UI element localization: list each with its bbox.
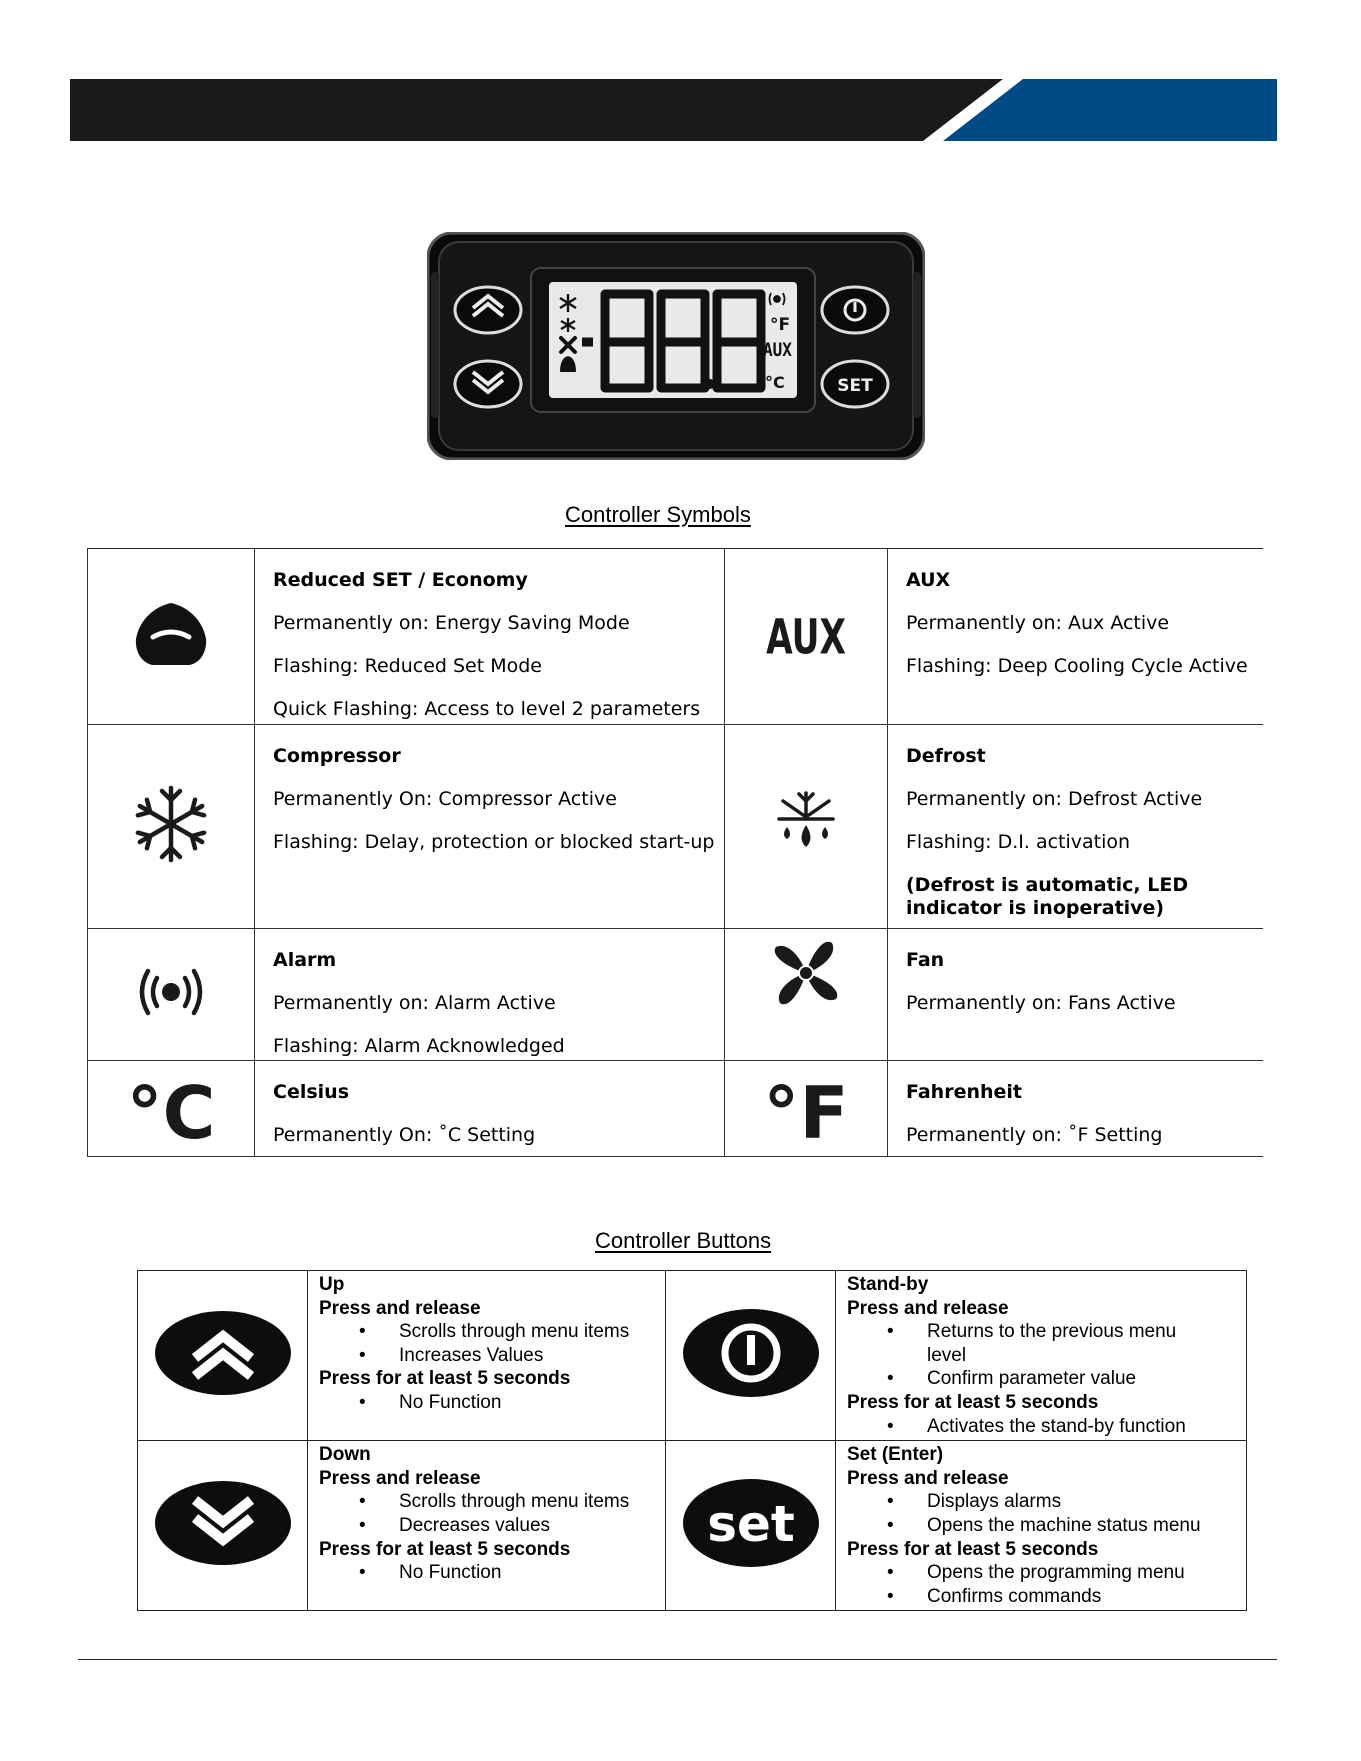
symbol-line: Permanently on: Energy Saving Mode (273, 612, 630, 634)
button-icon-cell (666, 1271, 836, 1441)
set-button-icon (681, 1477, 821, 1569)
symbol-title: Fahrenheit (906, 1081, 1023, 1103)
symbol-line: Flashing: Deep Cooling Cycle Active (906, 655, 1248, 677)
symbol-line: Flashing: Alarm Acknowledged (273, 1035, 565, 1057)
celsius-icon (126, 1066, 216, 1146)
symbol-line: Permanently on: Aux Active (906, 612, 1170, 634)
button-name: Down (319, 1444, 371, 1466)
snowflake-icon (129, 784, 213, 864)
button-icon-cell (666, 1441, 836, 1611)
symbol-icon-cell (725, 725, 888, 929)
symbol-line: Flashing: Reduced Set Mode (273, 655, 542, 677)
button-desc-cell (308, 1441, 666, 1611)
list-item: • Confirms commands (847, 1585, 1240, 1609)
symbol-desc-cell (888, 549, 1263, 725)
symbol-title: Defrost (906, 745, 986, 767)
device-set-button[interactable] (822, 361, 888, 407)
symbol-icon-cell (725, 549, 888, 725)
symbol-icon-cell (725, 929, 888, 1061)
button-group-heading: Press and release (847, 1467, 1009, 1489)
svg-text:°F: °F (763, 1071, 849, 1146)
economy-dome-icon (131, 599, 211, 669)
symbol-icon-cell (88, 725, 255, 929)
symbol-title: AUX (906, 569, 951, 591)
symbol-desc-cell (255, 929, 725, 1061)
button-group-heading: Press and release (319, 1467, 481, 1489)
list-item: • Confirm parameter value (847, 1367, 1240, 1391)
list-item: • Opens the machine status menu (847, 1514, 1240, 1538)
standby-button-icon (681, 1307, 821, 1399)
list-item: • Opens the programming menu (847, 1561, 1240, 1585)
buttons-table (137, 1270, 1247, 1611)
symbol-title: Reduced SET / Economy (273, 569, 528, 591)
symbol-note: indicator is inoperative) (906, 897, 1165, 919)
defrost-icon (771, 789, 841, 859)
lcd-fahrenheit-indicator: °F (770, 315, 791, 335)
list-item: • No Function (319, 1561, 659, 1585)
lcd-celsius-indicator: °C (765, 373, 785, 392)
down-button-icon (153, 1478, 293, 1568)
symbol-desc-cell (255, 725, 725, 929)
aux-icon (761, 604, 851, 664)
device-down-button[interactable] (455, 361, 521, 407)
button-desc-cell (836, 1271, 1247, 1441)
button-group-heading: Press and release (319, 1297, 481, 1319)
device-power-button[interactable] (822, 287, 888, 333)
table-row (88, 929, 1263, 1061)
svg-text:°C: °C (126, 1071, 216, 1146)
list-item: • Decreases values (319, 1514, 659, 1538)
device-up-button[interactable] (455, 287, 521, 333)
button-group-heading: Press and release (847, 1297, 1009, 1319)
button-group-heading: Press for at least 5 seconds (847, 1538, 1099, 1560)
table-row (138, 1441, 1247, 1611)
symbol-desc-cell (888, 1061, 1263, 1157)
table-row (88, 725, 1263, 929)
up-button-icon (153, 1308, 293, 1398)
symbol-line: Permanently on: ˚F Setting (906, 1124, 1163, 1146)
list-item: • Activates the stand-by function (847, 1415, 1240, 1439)
fahrenheit-icon (761, 1066, 851, 1146)
footer-rule (78, 1659, 1277, 1660)
symbol-desc-cell (888, 725, 1263, 929)
symbol-icon-cell (88, 549, 255, 725)
symbol-line: Flashing: Delay, protection or blocked start-up (273, 831, 715, 853)
header-blue-accent (943, 79, 1277, 141)
button-name: Stand-by (847, 1274, 929, 1295)
symbol-desc-cell (255, 1061, 725, 1157)
button-group-heading: Press for at least 5 seconds (319, 1538, 571, 1560)
symbol-desc-cell (888, 929, 1263, 1061)
symbol-line: Permanently On: ˚C Setting (273, 1124, 536, 1146)
symbol-line: Flashing: D.I. activation (906, 831, 1131, 853)
svg-text:set: set (706, 1494, 795, 1553)
button-group-heading: Press for at least 5 seconds (847, 1391, 1099, 1413)
symbol-line: Permanently on: Alarm Active (273, 992, 556, 1014)
controller-device (427, 232, 925, 460)
table-row (88, 1061, 1263, 1157)
symbol-line: Permanently on: Defrost Active (906, 788, 1203, 810)
symbol-title: Fan (906, 949, 945, 971)
svg-text:SET: SET (837, 376, 873, 396)
button-desc-cell (836, 1441, 1247, 1611)
list-item: • Returns to the previous menu level (847, 1320, 1240, 1367)
symbol-title: Compressor (273, 745, 401, 767)
list-item: • Displays alarms (847, 1490, 1240, 1514)
table-row (138, 1271, 1247, 1441)
symbols-section-title: Controller Symbols (565, 502, 751, 527)
list-item: • Scrolls through menu items (319, 1490, 659, 1514)
button-icon-cell (138, 1271, 308, 1441)
button-icon-cell (138, 1441, 308, 1611)
symbol-icon-cell (88, 1061, 255, 1157)
button-name: Up (319, 1274, 345, 1295)
list-item: • Scrolls through menu items (319, 1320, 659, 1344)
symbol-line: Permanently On: Compressor Active (273, 788, 617, 810)
list-item: • Increases Values (319, 1344, 659, 1368)
symbol-icon-cell (725, 1061, 888, 1157)
button-group-heading: Press for at least 5 seconds (319, 1368, 571, 1390)
lcd-aux-indicator: AUX (763, 340, 792, 362)
svg-text:AUX: AUX (766, 608, 846, 664)
buttons-section-title: Controller Buttons (595, 1228, 772, 1253)
alarm-icon (131, 962, 211, 1022)
symbol-line: Permanently on: Fans Active (906, 992, 1176, 1014)
symbol-desc-cell (255, 549, 725, 725)
button-name: Set (Enter) (847, 1444, 944, 1466)
header-dark-band (70, 79, 1003, 141)
fan-icon (768, 935, 844, 1011)
symbol-note: (Defrost is automatic, LED (906, 874, 1189, 896)
list-item: • No Function (319, 1391, 659, 1415)
button-desc-cell (308, 1271, 666, 1441)
symbol-title: Alarm (273, 949, 337, 971)
symbol-icon-cell (88, 929, 255, 1061)
symbol-line: Quick Flashing: Access to level 2 parameters (273, 698, 701, 720)
table-row (88, 549, 1263, 725)
header-band (70, 79, 1277, 141)
symbol-title: Celsius (273, 1081, 349, 1103)
symbols-table (87, 548, 1263, 1157)
